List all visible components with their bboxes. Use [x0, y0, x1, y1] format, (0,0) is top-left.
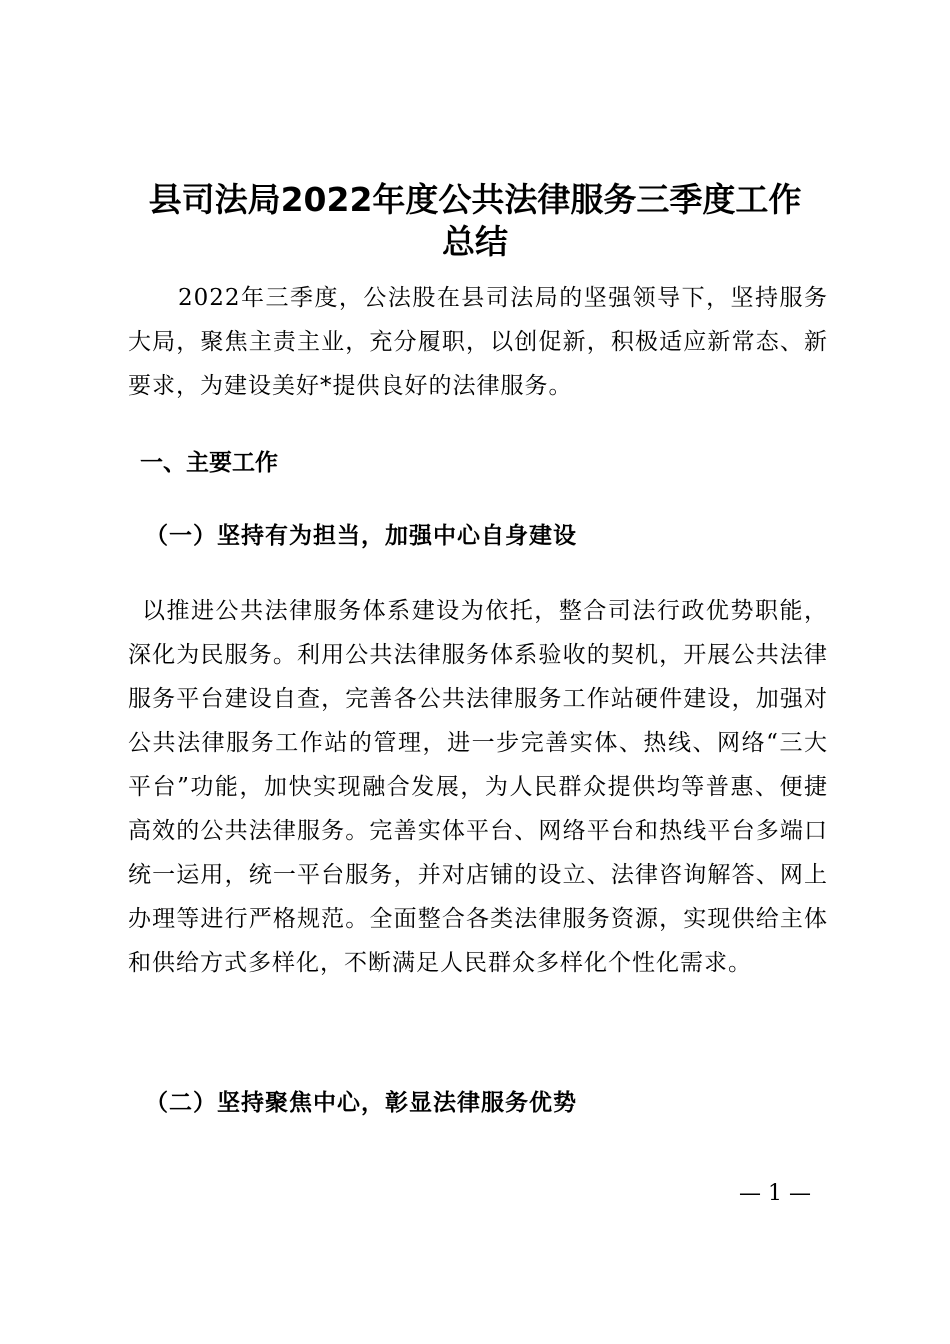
intro-paragraph: 2022年三季度，公法股在县司法局的坚强领导下，坚持服务大局，聚焦主责主业，充分履职，以创促新，积极适应新常态、新要求，为建设美好*提供良好的法律服务。 [128, 285, 828, 399]
document-title-line-1: 县司法局2022年度公共法律服务三季度工作 [148, 180, 802, 219]
document-title-line-2: 总结 [442, 222, 508, 261]
subsection-heading-1: （一）坚持有为担当，加强中心自身建设 [145, 522, 577, 549]
subsection-heading-2: （二）坚持聚焦中心，彰显法律服务优势 [145, 1089, 577, 1116]
subsection-1-body: 以推进公共法律服务体系建设为依托，整合司法行政优势职能，深化为民服务。利用公共法律服务体系验收的契机，开展公共法律服务平台建设自查，完善各公共法律服务工作站硬件建设，加强对公共法律服务工作站的管理，进一步完善实体、热线、网络“三大平台”功能，加快实现融合发展，为人民群众提供均等普惠、便捷高效的公共法律服务。完善实体平台、网络平台和热线平台多端口统一运用，统一平台服务，并对店铺的设立、法律咨询解答、网上办理等进行严格规范。全面整合各类法律服务资源，实现供给主体和供给方式多样化，不断满足人民群众多样化个性化需求。 [128, 598, 828, 976]
section-heading-main-work: 一、主要工作 [140, 450, 278, 476]
page-number: — 1 — [739, 1181, 811, 1206]
